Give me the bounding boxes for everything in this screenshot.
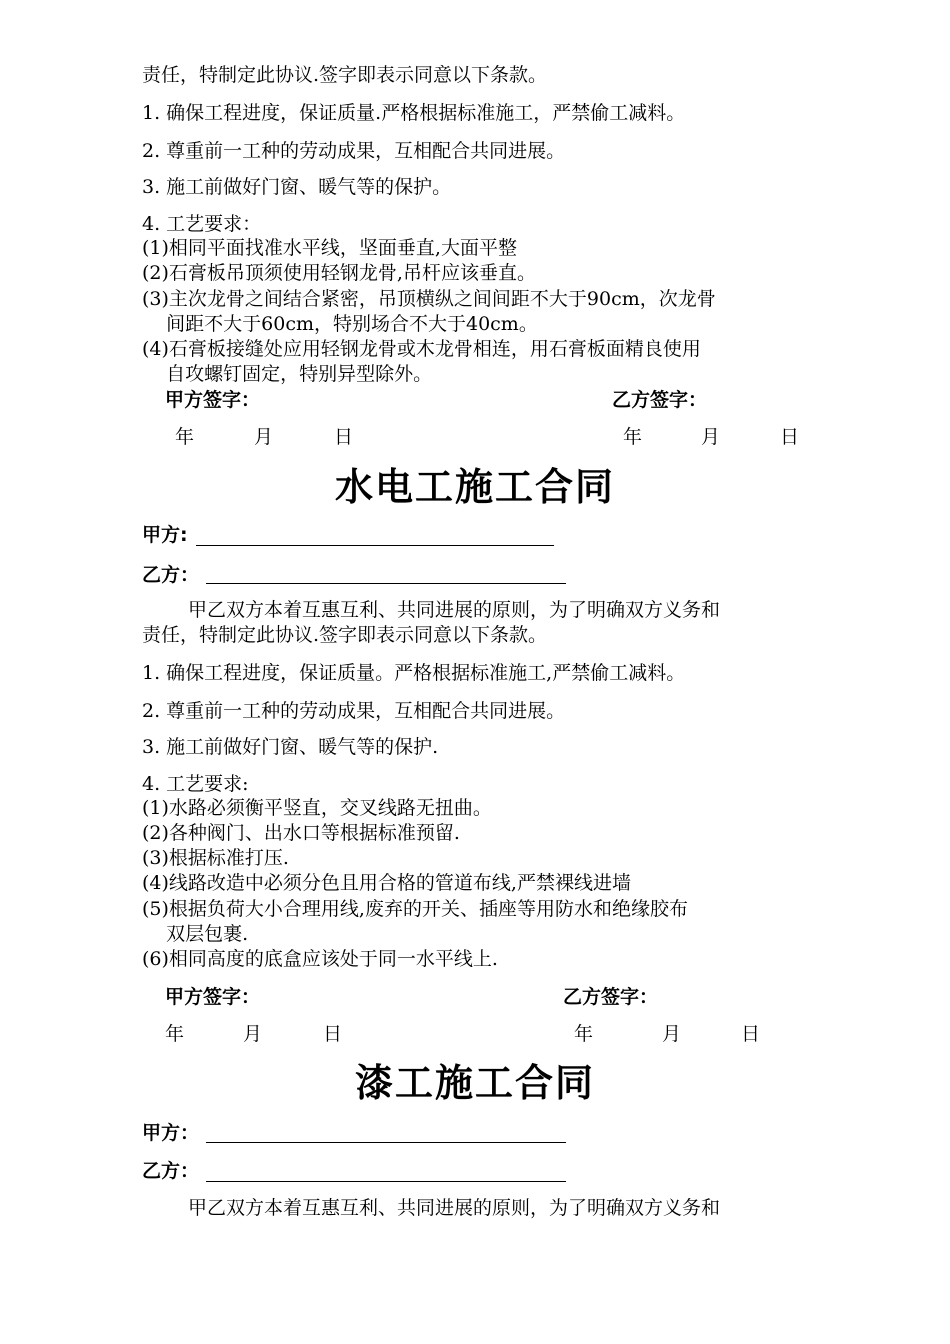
party-a-label: 甲方:	[142, 524, 188, 546]
party-a-signature: 甲方签字：	[165, 986, 261, 1008]
req-4: (4)线路改造中必须分色且用合格的管道布线,严禁裸线进墙	[142, 872, 631, 894]
intro-line-2: 责任，特制定此协议.签字即表示同意以下条款。	[142, 624, 548, 646]
party-b-signature: 乙方签字：	[612, 389, 708, 411]
party-b-label: 乙方：	[142, 564, 200, 586]
clause-4: 4. 工艺要求：	[142, 213, 262, 235]
date-year: 年	[175, 426, 195, 448]
date-day: 日	[334, 426, 354, 448]
date-year: 年	[623, 426, 643, 448]
req-4-cont: 自攻螺钉固定，特别异型除外。	[142, 363, 433, 385]
party-a-signature: 甲方签字：	[165, 389, 261, 411]
date-month: 月	[243, 1023, 263, 1045]
date-day: 日	[323, 1023, 343, 1045]
intro-line-1: 甲乙双方本着互惠互利、共同进展的原则，为了明确双方义务和	[188, 1197, 721, 1219]
date-day: 日	[741, 1023, 761, 1045]
intro-line-1: 甲乙双方本着互惠互利、共同进展的原则，为了明确双方义务和	[188, 599, 721, 621]
date-month: 月	[254, 426, 274, 448]
req-3: (3)根据标准打压.	[142, 847, 289, 869]
req-4: (4)石膏板接缝处应用轻钢龙骨或木龙骨相连，用石膏板面精良使用	[142, 338, 701, 360]
party-b-blank	[206, 1181, 566, 1182]
req-5: (5)根据负荷大小合理用线,废弃的开关、插座等用防水和绝缘胶布	[142, 898, 688, 920]
date-month: 月	[662, 1023, 682, 1045]
req-3-cont: 间距不大于60cm，特别场合不大于40cm。	[142, 313, 538, 335]
req-3: (3)主次龙骨之间结合紧密，吊顶横纵之间间距不大于90cm，次龙骨	[142, 288, 716, 310]
req-1: (1)水路必须衡平竖直，交叉线路无扭曲。	[142, 797, 492, 819]
date-year: 年	[165, 1023, 185, 1045]
intro-tail: 责任，特制定此协议.签字即表示同意以下条款。	[142, 64, 548, 86]
date-month: 月	[701, 426, 721, 448]
clause-3: 3. 施工前做好门窗、暖气等的保护。	[142, 176, 452, 198]
party-a-blank	[206, 1142, 566, 1143]
contract-title: 漆工施工合同	[354, 1061, 595, 1105]
contract-title: 水电工施工合同	[334, 465, 615, 509]
party-b-label: 乙方：	[142, 1160, 200, 1182]
req-1: (1)相同平面找准水平线，坚面垂直,大面平整	[142, 237, 517, 259]
req-5-cont: 双层包裹.	[142, 923, 249, 945]
clause-3: 3. 施工前做好门窗、暖气等的保护.	[142, 736, 439, 758]
clause-4: 4. 工艺要求:	[142, 773, 249, 795]
clause-1: 1. 确保工程进度，保证质量.严格根据标准施工，严禁偷工减料。	[142, 102, 686, 124]
party-b-blank	[206, 583, 566, 584]
party-b-signature: 乙方签字：	[563, 986, 659, 1008]
date-day: 日	[780, 426, 800, 448]
date-year: 年	[574, 1023, 594, 1045]
clause-1: 1. 确保工程进度，保证质量。严格根据标准施工,严禁偷工减料。	[142, 662, 686, 684]
party-a-label: 甲方：	[142, 1122, 200, 1144]
req-2: (2)各种阀门、出水口等根据标准预留.	[142, 822, 460, 844]
party-a-blank	[196, 545, 554, 546]
clause-2: 2. 尊重前一工种的劳动成果，互相配合共同进展。	[142, 140, 566, 162]
req-2: (2)石膏板吊顶须使用轻钢龙骨,吊杆应该垂直。	[142, 262, 536, 284]
clause-2: 2. 尊重前一工种的劳动成果，互相配合共同进展。	[142, 700, 566, 722]
req-6: (6)相同高度的底盒应该处于同一水平线上.	[142, 948, 498, 970]
